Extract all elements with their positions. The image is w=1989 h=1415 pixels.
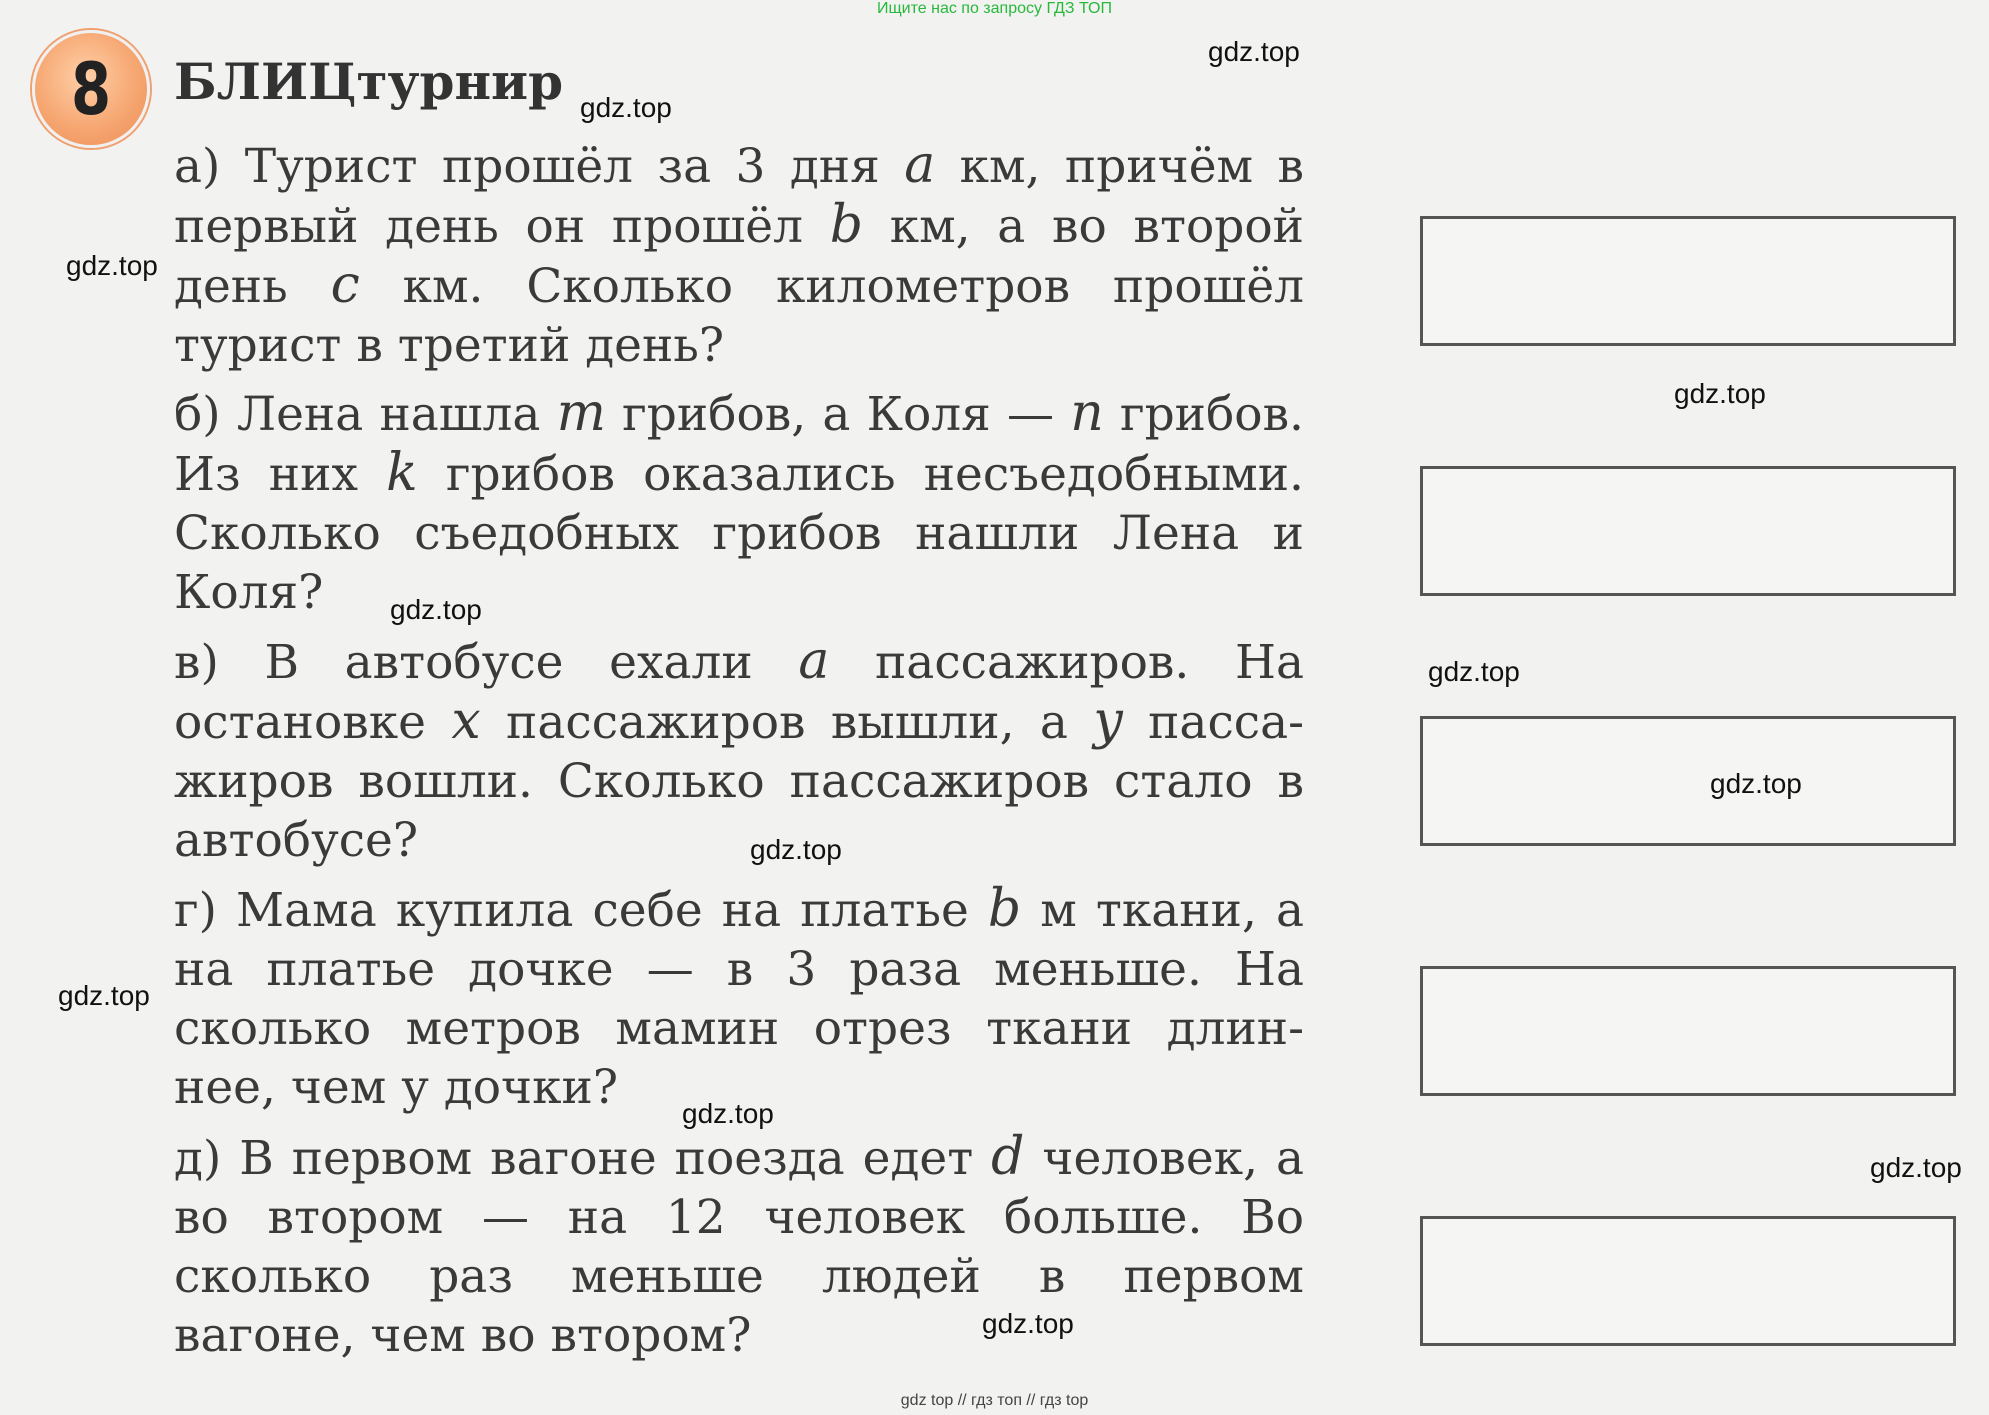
text-fragment: вагоне, чем во втором?	[174, 1308, 752, 1363]
exercise-title: БЛИЦтурнир	[174, 52, 564, 111]
text-fragment: б) Лена нашла	[174, 387, 557, 442]
answer-box-g[interactable]	[1420, 966, 1956, 1096]
text-fragment: пассажиров вышли, а	[480, 695, 1094, 750]
text-fragment: км, а во второй	[862, 199, 1304, 254]
problem-line	[174, 563, 1304, 622]
problem-line	[174, 999, 1304, 1058]
problem-a	[174, 136, 1304, 375]
watermark: gdz.top	[1208, 36, 1300, 67]
problem-line	[174, 1128, 1304, 1188]
top-banner: Ищите нас по запросу ГДЗ ТОП	[877, 0, 1112, 17]
problem-line	[174, 1188, 1304, 1247]
answer-box-b[interactable]	[1420, 466, 1956, 596]
watermark: gdz.top	[1428, 656, 1520, 687]
problem-line	[174, 752, 1304, 811]
variable: b	[829, 195, 863, 255]
text-fragment: грибов, а Коля —	[605, 387, 1071, 442]
problem-line	[174, 880, 1304, 940]
answer-box-d[interactable]	[1420, 1216, 1956, 1346]
text-fragment: остановке	[174, 695, 452, 750]
text-fragment: км, причём в	[935, 139, 1304, 194]
watermark: gdz.top	[58, 980, 150, 1011]
text-fragment: а) Турист прошёл за 3 дня	[174, 139, 905, 194]
variable: a	[798, 631, 830, 691]
problem-line	[174, 632, 1304, 692]
text-fragment: первый день он прошёл	[174, 199, 830, 254]
exercise-number: 8	[70, 47, 112, 131]
text-fragment: Коля?	[174, 565, 324, 620]
text-fragment: день	[174, 259, 331, 314]
variable: c	[330, 255, 360, 315]
variable: a	[904, 135, 936, 195]
text-fragment: жиров вошли. Сколько пассажиров стало в	[174, 754, 1304, 809]
text-fragment: грибов.	[1103, 387, 1304, 442]
problem-line	[174, 940, 1304, 999]
watermark: gdz.top	[1870, 1152, 1962, 1183]
variable: d	[991, 1127, 1025, 1187]
text-fragment: автобусе?	[174, 813, 419, 868]
watermark: gdz.top	[66, 250, 158, 281]
text-fragment: турист в третий день?	[174, 318, 725, 373]
variable: n	[1070, 383, 1104, 443]
problem-line	[174, 1247, 1304, 1306]
watermark: gdz.top	[1710, 768, 1802, 799]
problem-line	[174, 504, 1304, 563]
variable: b	[987, 879, 1022, 939]
text-fragment: на платье дочке — в 3 раза меньше. На	[174, 942, 1304, 997]
problem-line	[174, 1306, 1304, 1365]
problem-line	[174, 444, 1304, 504]
problem-line	[174, 811, 1304, 870]
variable: x	[451, 691, 481, 751]
text-fragment: сколько раз меньше людей в первом	[174, 1249, 1304, 1304]
variable: k	[386, 443, 418, 503]
text-fragment: пассажиров. На	[829, 635, 1304, 690]
text-fragment: м ткани, а	[1021, 883, 1304, 938]
problem-line	[174, 256, 1304, 316]
text-fragment: д) В первом вагоне поезда едет	[174, 1131, 992, 1186]
variable: y	[1093, 691, 1123, 751]
text-fragment: Сколько съедобных грибов нашли Лена и	[174, 506, 1304, 561]
text-fragment: в) В автобусе ехали	[174, 635, 799, 690]
answer-box-v[interactable]	[1420, 716, 1956, 846]
watermark: gdz.top	[1674, 378, 1766, 409]
text-fragment: нее, чем у дочки?	[174, 1060, 619, 1115]
watermark: gdz.top	[982, 1308, 1074, 1339]
text-fragment: Из них	[174, 447, 387, 502]
problem-line	[174, 316, 1304, 375]
answer-box-a[interactable]	[1420, 216, 1956, 346]
problem-v	[174, 632, 1304, 870]
problem-g	[174, 880, 1304, 1117]
problem-line	[174, 136, 1304, 196]
footer-watermark: gdz top // гдз топ // гдз top	[900, 1392, 1089, 1409]
exercise-number-badge	[32, 30, 150, 148]
text-fragment: г) Мама купила себе на платье	[174, 883, 988, 938]
text-fragment: грибов оказались несъедобными.	[417, 447, 1304, 502]
watermark: gdz.top	[750, 834, 842, 865]
problem-line	[174, 196, 1304, 256]
text-fragment: пасса-	[1122, 695, 1305, 750]
watermark: gdz.top	[580, 92, 672, 123]
text-fragment: сколько метров мамин отрез ткани длин-	[174, 1001, 1304, 1056]
text-fragment: км. Сколько километров прошёл	[359, 259, 1305, 314]
problem-b	[174, 384, 1304, 622]
problem-d	[174, 1128, 1304, 1365]
text-fragment: человек, а	[1024, 1131, 1304, 1186]
problem-line	[174, 384, 1304, 444]
text-fragment: во втором — на 12 человек больше. Во	[174, 1190, 1304, 1245]
variable: m	[556, 383, 606, 443]
watermark: gdz.top	[390, 594, 482, 625]
problem-line	[174, 692, 1304, 752]
watermark: gdz.top	[682, 1098, 774, 1129]
